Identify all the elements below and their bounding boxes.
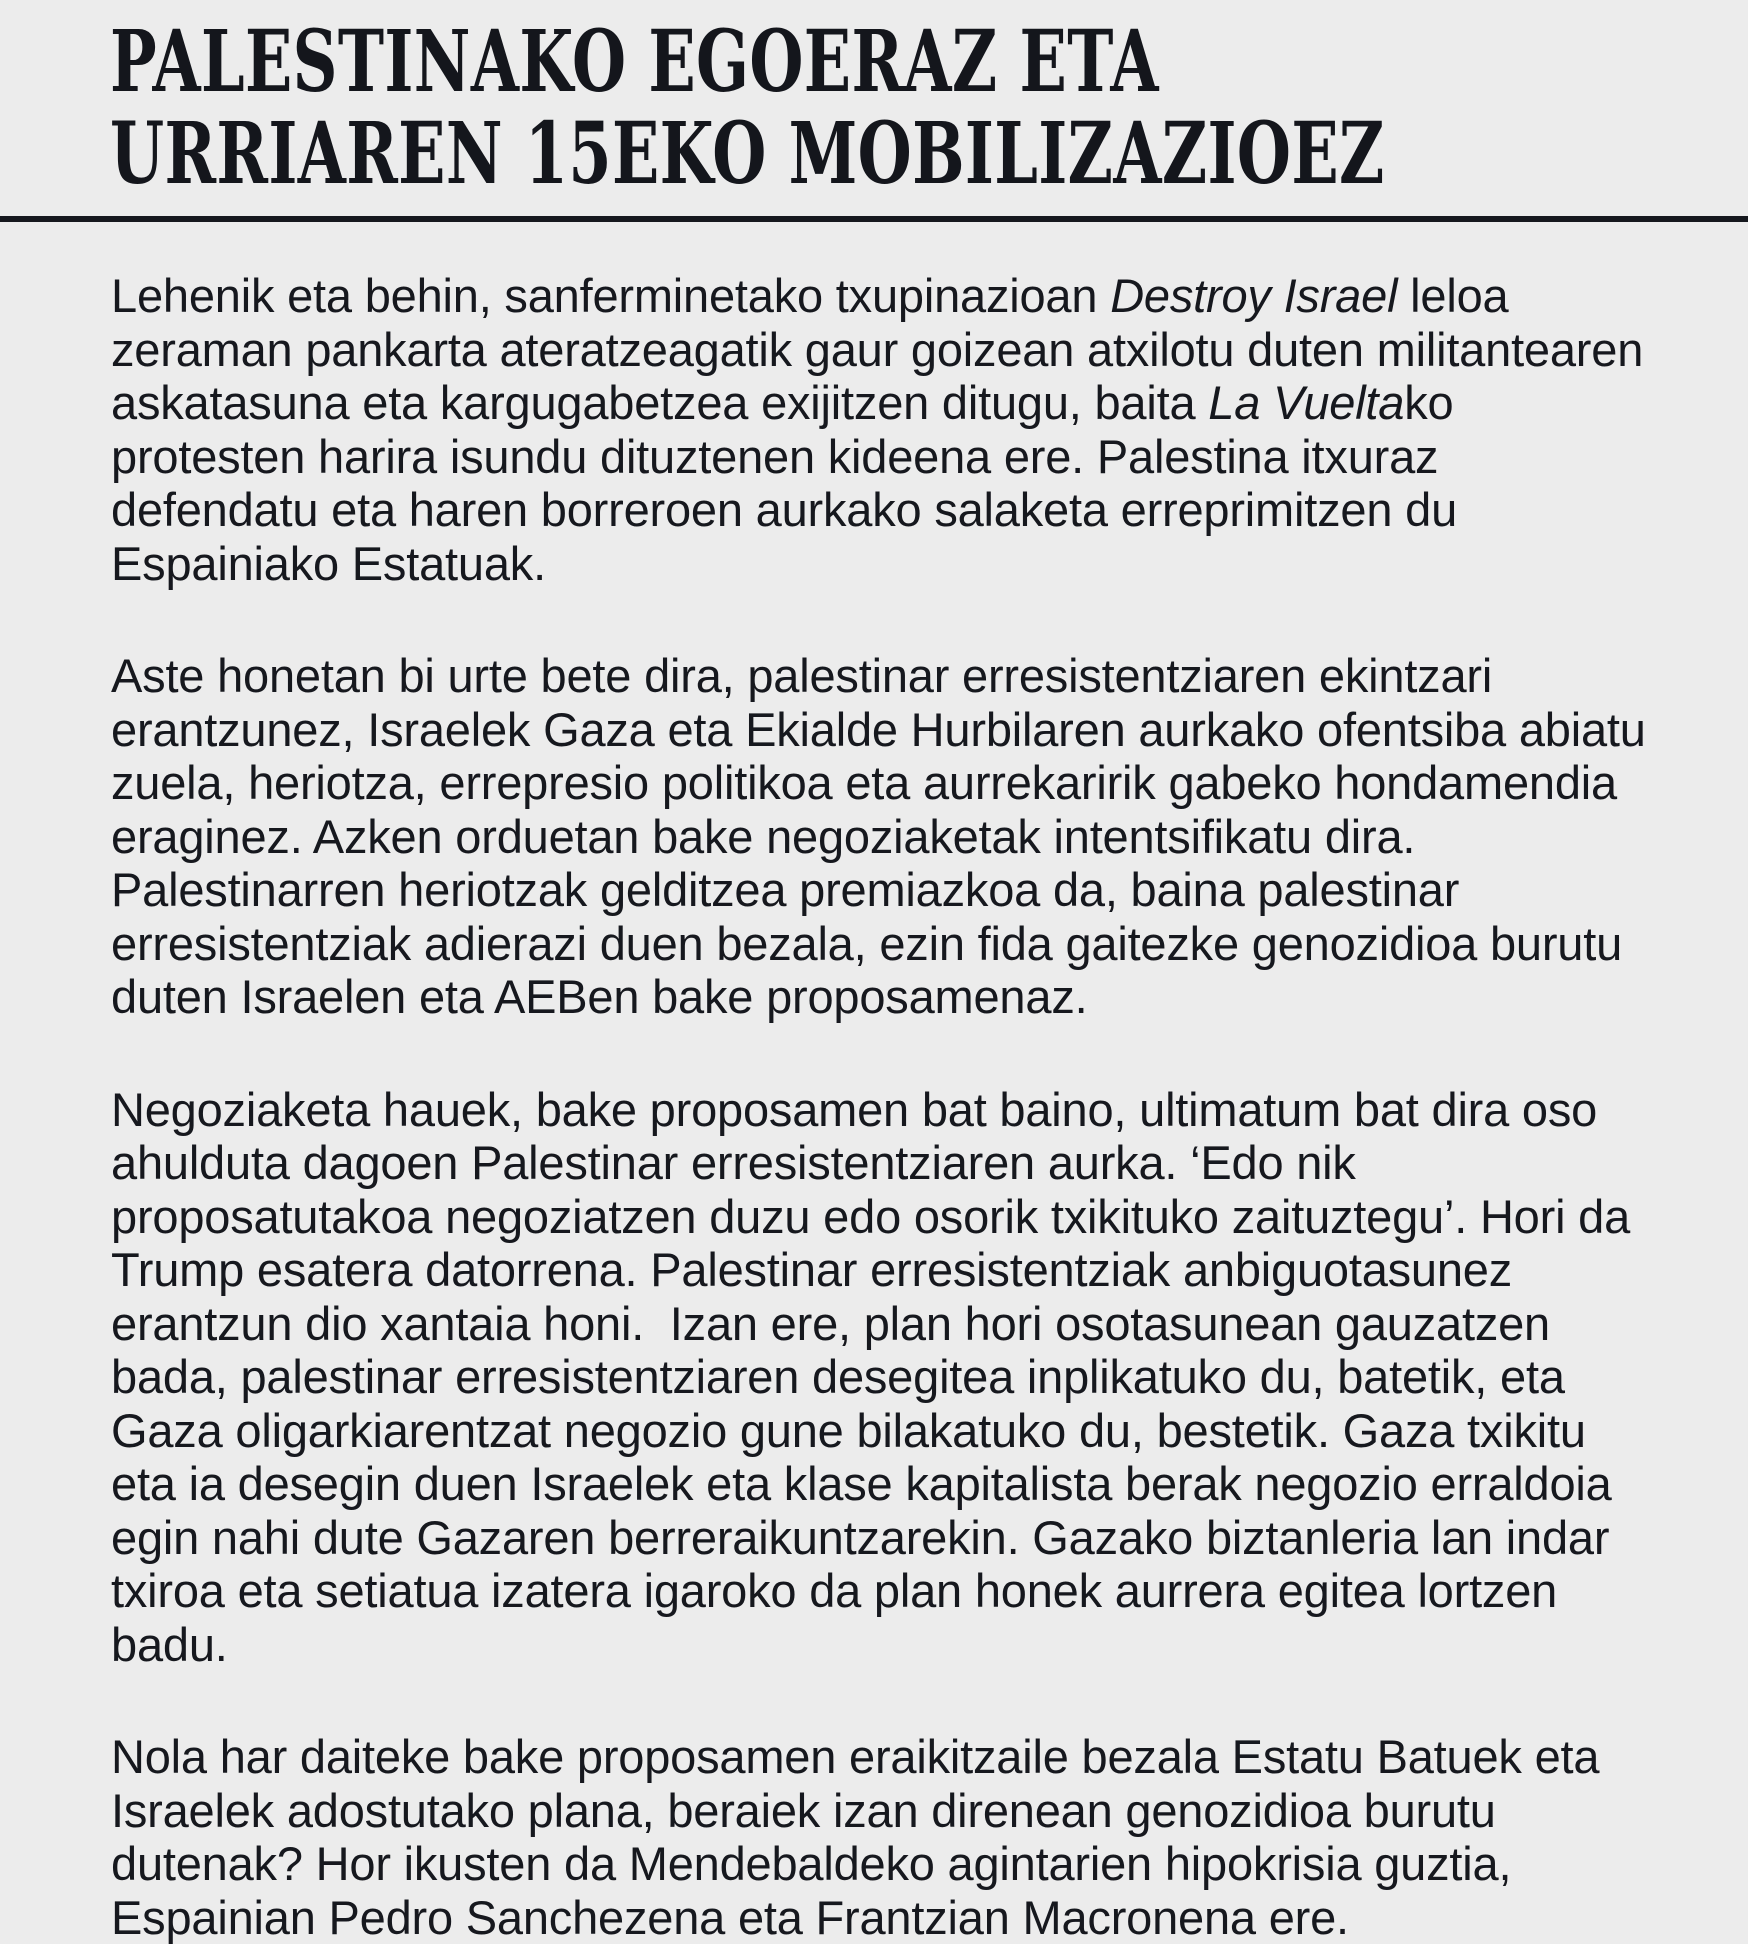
paragraph [111, 269, 1656, 590]
page-title-line-2: URRIAREN 15EKO MOBILIZAZIOEZ [110, 104, 1385, 204]
text-segment: Lehenik eta behin, sanferminetako txupinazioan [111, 269, 1111, 322]
title-divider [0, 216, 1748, 222]
article-body [111, 269, 1659, 1944]
italic-text-segment: La Vuelta [1208, 376, 1405, 429]
text-segment: Aste honetan bi urte bete dira, palestinar erresistentziaren ekintzari erantzunez, Israelek Gaza eta Ekialde Hurbilaren aurkako ofentsiba abiatu zuela, heriotza, errepresio politikoa eta aurrekaririk gabeko hondamendia eraginez. Azken orduetan bake negoziaketak intentsifikatu dira. Palestinarren heriotzak gelditzea premiazkoa da, baina palestinar erresistentziak adierazi duen bezala, ezin fida gaitezke genozidioa burutu duten Israelen eta AEBen bake proposamenaz. [111, 649, 1659, 1023]
italic-text-segment: Destroy Israel [1110, 269, 1398, 322]
masthead [0, 0, 1748, 204]
text-segment: Nola har daiteke bake proposamen eraikitzaile bezala Estatu Batuek eta Israelek adostutako plana, beraiek izan direnean genozidioa burutu dutenak? Hor ikusten da Mendebaldeko agintarien hipokrisia guztia, Espainian Pedro Sanchezena eta Frantzian Macronena ere. [111, 1730, 1613, 1944]
text-segment: ko protesten harira isundu dituztenen kideena ere. Palestina itxuraz defendatu eta haren borreroen aurkako salaketa erreprimitzen du Espainiako Estatuak. [111, 376, 1470, 590]
paragraph [111, 1083, 1656, 1672]
page-title [110, 12, 1385, 204]
paragraph [111, 1730, 1656, 1944]
text-segment: leloa zeraman pankarta ateratzeagatik gaur goizean atxilotu duten militantearen askatasuna eta kargugabetzea exijitzen ditugu, baita [111, 269, 1656, 429]
text-segment: Negoziaketa hauek, bake proposamen bat baino, ultimatum bat dira oso ahulduta dagoen Palestinar erresistentziaren aurka. ‘Edo nik proposatutakoa negoziatzen duzu edo osorik txikituko zaituztegu’. Hori da Trump esatera datorrena. Palestinar erresistentziak anbiguotasunez erantzun dio xantaia honi. Izan ere, plan hori osotasunean gauzatzen bada, palestinar erresistentziaren desegitea inplikatuko du, batetik, eta Gaza oligarkiarentzat negozio gune bilakatuko du, bestetik. Gaza txikitu eta ia desegin duen Israelek eta klase kapitalista berak negozio erraldoia egin nahi dute Gazaren berreraikuntzarekin. Gazako biztanleria lan indar txiroa eta setiatua izatera igaroko da plan honek aurrera egitea lortzen badu. [111, 1082, 1643, 1671]
paragraph [111, 649, 1659, 1024]
page-title-line-1: PALESTINAKO EGOERAZ ETA [110, 12, 1159, 112]
